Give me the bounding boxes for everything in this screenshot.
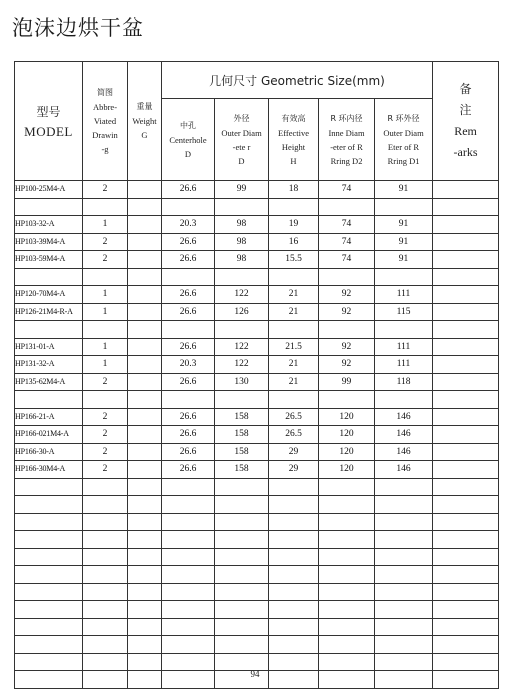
cell-r-ring-inner: 92: [319, 303, 375, 321]
cell-centerhole: 26.6: [162, 373, 215, 391]
cell-weight: [128, 268, 162, 286]
cell-r-ring-inner: 74: [319, 233, 375, 251]
cell-model: [15, 618, 83, 636]
cell-outer-diameter: 158: [215, 408, 269, 426]
cell-drawing: [83, 566, 128, 584]
cell-remarks: [433, 181, 499, 199]
cell-outer-diameter: 158: [215, 426, 269, 444]
table-row: [15, 653, 499, 671]
cell-effective-height: [269, 531, 319, 549]
cell-centerhole: 26.6: [162, 443, 215, 461]
cell-model: HP166-021M4-A: [15, 426, 83, 444]
cell-r-ring-outer: 146: [375, 426, 433, 444]
cell-effective-height: 21.5: [269, 338, 319, 356]
page-title: 泡沫边烘干盆: [12, 16, 144, 40]
header-remarks: 备 注 Rem -arks: [433, 62, 499, 181]
cell-centerhole: [162, 321, 215, 339]
table-row: [15, 268, 499, 286]
cell-drawing: [83, 496, 128, 514]
cell-effective-height: [269, 496, 319, 514]
table-row: [15, 373, 499, 391]
cell-effective-height: 16: [269, 233, 319, 251]
cell-effective-height: [269, 548, 319, 566]
cell-drawing: [83, 321, 128, 339]
cell-outer-diameter: 99: [215, 181, 269, 199]
cell-outer-diameter: 98: [215, 216, 269, 234]
table-row: [15, 356, 499, 374]
table-row: [15, 548, 499, 566]
cell-effective-height: 26.5: [269, 408, 319, 426]
cell-weight: [128, 496, 162, 514]
cell-drawing: 2: [83, 426, 128, 444]
cell-outer-diameter: [215, 566, 269, 584]
cell-r-ring-inner: [319, 496, 375, 514]
cell-effective-height: 21: [269, 303, 319, 321]
cell-remarks: [433, 653, 499, 671]
table-row: [15, 583, 499, 601]
cell-centerhole: [162, 513, 215, 531]
cell-centerhole: 26.6: [162, 286, 215, 304]
cell-drawing: 2: [83, 408, 128, 426]
cell-drawing: 1: [83, 303, 128, 321]
cell-centerhole: 20.3: [162, 216, 215, 234]
cell-remarks: [433, 426, 499, 444]
cell-drawing: 1: [83, 338, 128, 356]
cell-weight: [128, 216, 162, 234]
cell-model: [15, 268, 83, 286]
cell-effective-height: [269, 583, 319, 601]
cell-weight: [128, 338, 162, 356]
cell-weight: [128, 478, 162, 496]
cell-centerhole: [162, 583, 215, 601]
cell-model: HP103-39M4-A: [15, 233, 83, 251]
cell-remarks: [433, 216, 499, 234]
cell-outer-diameter: 158: [215, 461, 269, 479]
table-row: [15, 513, 499, 531]
table-row: [15, 461, 499, 479]
cell-weight: [128, 443, 162, 461]
header-model: 型号 MODEL: [15, 62, 83, 181]
cell-weight: [128, 198, 162, 216]
cell-drawing: [83, 391, 128, 409]
cell-r-ring-outer: [375, 513, 433, 531]
cell-model: HP166-30M4-A: [15, 461, 83, 479]
cell-model: HP120-70M4-A: [15, 286, 83, 304]
cell-outer-diameter: [215, 391, 269, 409]
cell-centerhole: 26.6: [162, 408, 215, 426]
cell-weight: [128, 461, 162, 479]
cell-centerhole: 26.6: [162, 303, 215, 321]
cell-weight: [128, 636, 162, 654]
cell-r-ring-outer: [375, 531, 433, 549]
header-drawing: 简图 Abbre- Viated Drawin -g: [83, 62, 128, 181]
cell-r-ring-outer: 91: [375, 251, 433, 269]
header-outer-diameter: 外径 Outer Diam -ete r D: [215, 99, 269, 181]
cell-r-ring-inner: 74: [319, 216, 375, 234]
cell-r-ring-inner: 120: [319, 461, 375, 479]
cell-drawing: 2: [83, 233, 128, 251]
cell-remarks: [433, 373, 499, 391]
cell-r-ring-outer: [375, 636, 433, 654]
table-row: [15, 531, 499, 549]
cell-outer-diameter: [215, 268, 269, 286]
cell-remarks: [433, 601, 499, 619]
cell-model: HP166-21-A: [15, 408, 83, 426]
cell-r-ring-inner: [319, 548, 375, 566]
table-row: [15, 443, 499, 461]
cell-centerhole: 26.6: [162, 181, 215, 199]
cell-drawing: [83, 531, 128, 549]
cell-r-ring-inner: [319, 653, 375, 671]
cell-r-ring-inner: [319, 478, 375, 496]
cell-model: [15, 391, 83, 409]
cell-centerhole: 26.6: [162, 426, 215, 444]
cell-outer-diameter: 122: [215, 286, 269, 304]
cell-r-ring-inner: 120: [319, 408, 375, 426]
cell-r-ring-inner: [319, 566, 375, 584]
cell-drawing: [83, 478, 128, 496]
cell-centerhole: [162, 618, 215, 636]
cell-model: [15, 548, 83, 566]
cell-r-ring-outer: 91: [375, 181, 433, 199]
cell-outer-diameter: [215, 618, 269, 636]
cell-outer-diameter: 130: [215, 373, 269, 391]
cell-centerhole: [162, 391, 215, 409]
cell-centerhole: [162, 601, 215, 619]
cell-r-ring-outer: [375, 496, 433, 514]
cell-model: [15, 496, 83, 514]
cell-r-ring-inner: [319, 618, 375, 636]
cell-outer-diameter: 126: [215, 303, 269, 321]
cell-model: [15, 653, 83, 671]
cell-effective-height: [269, 566, 319, 584]
cell-drawing: 1: [83, 286, 128, 304]
cell-outer-diameter: [215, 531, 269, 549]
cell-outer-diameter: [215, 198, 269, 216]
cell-remarks: [433, 548, 499, 566]
cell-r-ring-outer: [375, 548, 433, 566]
cell-model: HP126-21M4-R-A: [15, 303, 83, 321]
cell-r-ring-inner: [319, 513, 375, 531]
cell-weight: [128, 391, 162, 409]
cell-drawing: [83, 583, 128, 601]
cell-r-ring-outer: 111: [375, 286, 433, 304]
cell-remarks: [433, 566, 499, 584]
cell-r-ring-outer: 146: [375, 461, 433, 479]
cell-r-ring-outer: [375, 566, 433, 584]
header-weight: 重量 Weight G: [128, 62, 162, 181]
cell-r-ring-inner: [319, 531, 375, 549]
cell-outer-diameter: [215, 513, 269, 531]
header-centerhole: 中孔 Centerhole D: [162, 99, 215, 181]
cell-centerhole: [162, 548, 215, 566]
cell-outer-diameter: 98: [215, 233, 269, 251]
cell-r-ring-outer: 111: [375, 338, 433, 356]
cell-r-ring-inner: [319, 268, 375, 286]
cell-outer-diameter: 122: [215, 338, 269, 356]
cell-remarks: [433, 286, 499, 304]
cell-weight: [128, 583, 162, 601]
table-row: [15, 408, 499, 426]
cell-remarks: [433, 251, 499, 269]
cell-effective-height: [269, 478, 319, 496]
cell-r-ring-outer: 146: [375, 443, 433, 461]
cell-effective-height: [269, 391, 319, 409]
cell-model: [15, 198, 83, 216]
cell-r-ring-inner: [319, 391, 375, 409]
cell-model: [15, 601, 83, 619]
cell-r-ring-outer: [375, 583, 433, 601]
cell-r-ring-inner: [319, 321, 375, 339]
cell-drawing: [83, 513, 128, 531]
cell-centerhole: [162, 198, 215, 216]
cell-centerhole: 26.6: [162, 338, 215, 356]
cell-effective-height: 29: [269, 461, 319, 479]
cell-weight: [128, 653, 162, 671]
cell-weight: [128, 321, 162, 339]
cell-model: [15, 583, 83, 601]
cell-model: [15, 513, 83, 531]
cell-drawing: 2: [83, 251, 128, 269]
cell-remarks: [433, 583, 499, 601]
header-effective-height: 有效高 Effective Height H: [269, 99, 319, 181]
cell-drawing: 1: [83, 356, 128, 374]
cell-r-ring-inner: 99: [319, 373, 375, 391]
table-row: [15, 286, 499, 304]
page-number: 94: [250, 669, 260, 679]
cell-remarks: [433, 338, 499, 356]
cell-outer-diameter: [215, 636, 269, 654]
table-row: [15, 601, 499, 619]
cell-centerhole: [162, 268, 215, 286]
cell-drawing: 2: [83, 461, 128, 479]
cell-model: [15, 478, 83, 496]
cell-remarks: [433, 478, 499, 496]
cell-drawing: 2: [83, 443, 128, 461]
cell-r-ring-inner: [319, 636, 375, 654]
cell-effective-height: 18: [269, 181, 319, 199]
cell-weight: [128, 233, 162, 251]
cell-model: HP135-62M4-A: [15, 373, 83, 391]
cell-effective-height: 15.5: [269, 251, 319, 269]
cell-model: HP166-30-A: [15, 443, 83, 461]
cell-model: [15, 321, 83, 339]
cell-r-ring-outer: [375, 618, 433, 636]
cell-r-ring-outer: [375, 391, 433, 409]
cell-drawing: [83, 198, 128, 216]
cell-r-ring-outer: [375, 268, 433, 286]
cell-outer-diameter: [215, 478, 269, 496]
cell-drawing: 1: [83, 216, 128, 234]
cell-remarks: [433, 461, 499, 479]
cell-centerhole: 26.6: [162, 251, 215, 269]
cell-model: HP131-01-A: [15, 338, 83, 356]
cell-model: HP103-32-A: [15, 216, 83, 234]
table-row: [15, 321, 499, 339]
cell-r-ring-inner: [319, 601, 375, 619]
cell-weight: [128, 251, 162, 269]
cell-weight: [128, 356, 162, 374]
cell-drawing: [83, 548, 128, 566]
table-row: [15, 618, 499, 636]
cell-remarks: [433, 513, 499, 531]
cell-drawing: [83, 618, 128, 636]
cell-model: HP131-32-A: [15, 356, 83, 374]
cell-centerhole: [162, 478, 215, 496]
table-row: [15, 338, 499, 356]
cell-remarks: [433, 233, 499, 251]
table-row: [15, 216, 499, 234]
cell-outer-diameter: 122: [215, 356, 269, 374]
cell-effective-height: 21: [269, 373, 319, 391]
cell-centerhole: 26.6: [162, 233, 215, 251]
cell-outer-diameter: [215, 548, 269, 566]
cell-weight: [128, 618, 162, 636]
cell-remarks: [433, 636, 499, 654]
cell-remarks: [433, 531, 499, 549]
cell-effective-height: [269, 268, 319, 286]
cell-outer-diameter: 98: [215, 251, 269, 269]
cell-r-ring-outer: 91: [375, 216, 433, 234]
cell-r-ring-outer: [375, 653, 433, 671]
cell-r-ring-outer: [375, 601, 433, 619]
cell-model: HP103-59M4-A: [15, 251, 83, 269]
cell-remarks: [433, 303, 499, 321]
cell-r-ring-inner: 74: [319, 251, 375, 269]
cell-drawing: [83, 268, 128, 286]
cell-effective-height: [269, 653, 319, 671]
cell-remarks: [433, 496, 499, 514]
cell-weight: [128, 513, 162, 531]
cell-drawing: 2: [83, 181, 128, 199]
cell-effective-height: [269, 321, 319, 339]
cell-centerhole: 20.3: [162, 356, 215, 374]
cell-effective-height: [269, 636, 319, 654]
cell-r-ring-outer: 111: [375, 356, 433, 374]
cell-remarks: [433, 268, 499, 286]
spec-table: [14, 61, 499, 689]
cell-drawing: [83, 636, 128, 654]
header-r-ring-outer: R 环外径 Outer Diam Eter of R Rring D1: [375, 99, 433, 181]
cell-r-ring-inner: [319, 198, 375, 216]
cell-model: [15, 636, 83, 654]
cell-weight: [128, 373, 162, 391]
cell-weight: [128, 181, 162, 199]
header-row-top: [15, 62, 499, 99]
cell-effective-height: 26.5: [269, 426, 319, 444]
cell-r-ring-outer: 115: [375, 303, 433, 321]
cell-effective-height: 21: [269, 286, 319, 304]
cell-outer-diameter: [215, 653, 269, 671]
header-r-ring-inner: R 环内径 Inne Diam -eter of R Rring D2: [319, 99, 375, 181]
cell-centerhole: [162, 531, 215, 549]
table-row: [15, 391, 499, 409]
cell-weight: [128, 531, 162, 549]
cell-r-ring-inner: [319, 583, 375, 601]
cell-r-ring-inner: 74: [319, 181, 375, 199]
table-row: [15, 181, 499, 199]
cell-r-ring-inner: 92: [319, 356, 375, 374]
cell-effective-height: 21: [269, 356, 319, 374]
cell-centerhole: [162, 636, 215, 654]
cell-effective-height: [269, 513, 319, 531]
cell-centerhole: [162, 496, 215, 514]
cell-model: [15, 531, 83, 549]
cell-drawing: 2: [83, 373, 128, 391]
cell-weight: [128, 426, 162, 444]
cell-r-ring-outer: [375, 198, 433, 216]
cell-r-ring-inner: 120: [319, 443, 375, 461]
cell-centerhole: [162, 566, 215, 584]
cell-r-ring-outer: [375, 321, 433, 339]
cell-remarks: [433, 618, 499, 636]
table-row: [15, 636, 499, 654]
cell-r-ring-outer: [375, 478, 433, 496]
cell-remarks: [433, 391, 499, 409]
cell-outer-diameter: [215, 321, 269, 339]
cell-effective-height: [269, 618, 319, 636]
table-row: [15, 251, 499, 269]
cell-remarks: [433, 408, 499, 426]
cell-effective-height: 29: [269, 443, 319, 461]
header-geometric-size: 几何尺寸 Geometric Size(mm): [162, 62, 433, 99]
table-row: [15, 496, 499, 514]
cell-remarks: [433, 443, 499, 461]
cell-effective-height: [269, 198, 319, 216]
cell-outer-diameter: [215, 583, 269, 601]
cell-r-ring-inner: 92: [319, 338, 375, 356]
cell-weight: [128, 286, 162, 304]
cell-remarks: [433, 321, 499, 339]
cell-weight: [128, 601, 162, 619]
table-row: [15, 566, 499, 584]
cell-model: HP100-25M4-A: [15, 181, 83, 199]
cell-remarks: [433, 356, 499, 374]
cell-centerhole: [162, 653, 215, 671]
cell-weight: [128, 566, 162, 584]
cell-effective-height: [269, 601, 319, 619]
cell-r-ring-outer: 91: [375, 233, 433, 251]
cell-outer-diameter: [215, 601, 269, 619]
cell-model: [15, 566, 83, 584]
table-row: [15, 198, 499, 216]
cell-remarks: [433, 198, 499, 216]
table-row: [15, 233, 499, 251]
cell-centerhole: 26.6: [162, 461, 215, 479]
cell-drawing: [83, 601, 128, 619]
cell-r-ring-inner: 120: [319, 426, 375, 444]
table-row: [15, 426, 499, 444]
cell-r-ring-outer: 146: [375, 408, 433, 426]
cell-drawing: [83, 653, 128, 671]
cell-outer-diameter: 158: [215, 443, 269, 461]
cell-r-ring-inner: 92: [319, 286, 375, 304]
cell-weight: [128, 303, 162, 321]
cell-weight: [128, 408, 162, 426]
table-row: [15, 303, 499, 321]
cell-r-ring-outer: 118: [375, 373, 433, 391]
cell-weight: [128, 548, 162, 566]
cell-outer-diameter: [215, 496, 269, 514]
cell-effective-height: 19: [269, 216, 319, 234]
table-row: [15, 478, 499, 496]
